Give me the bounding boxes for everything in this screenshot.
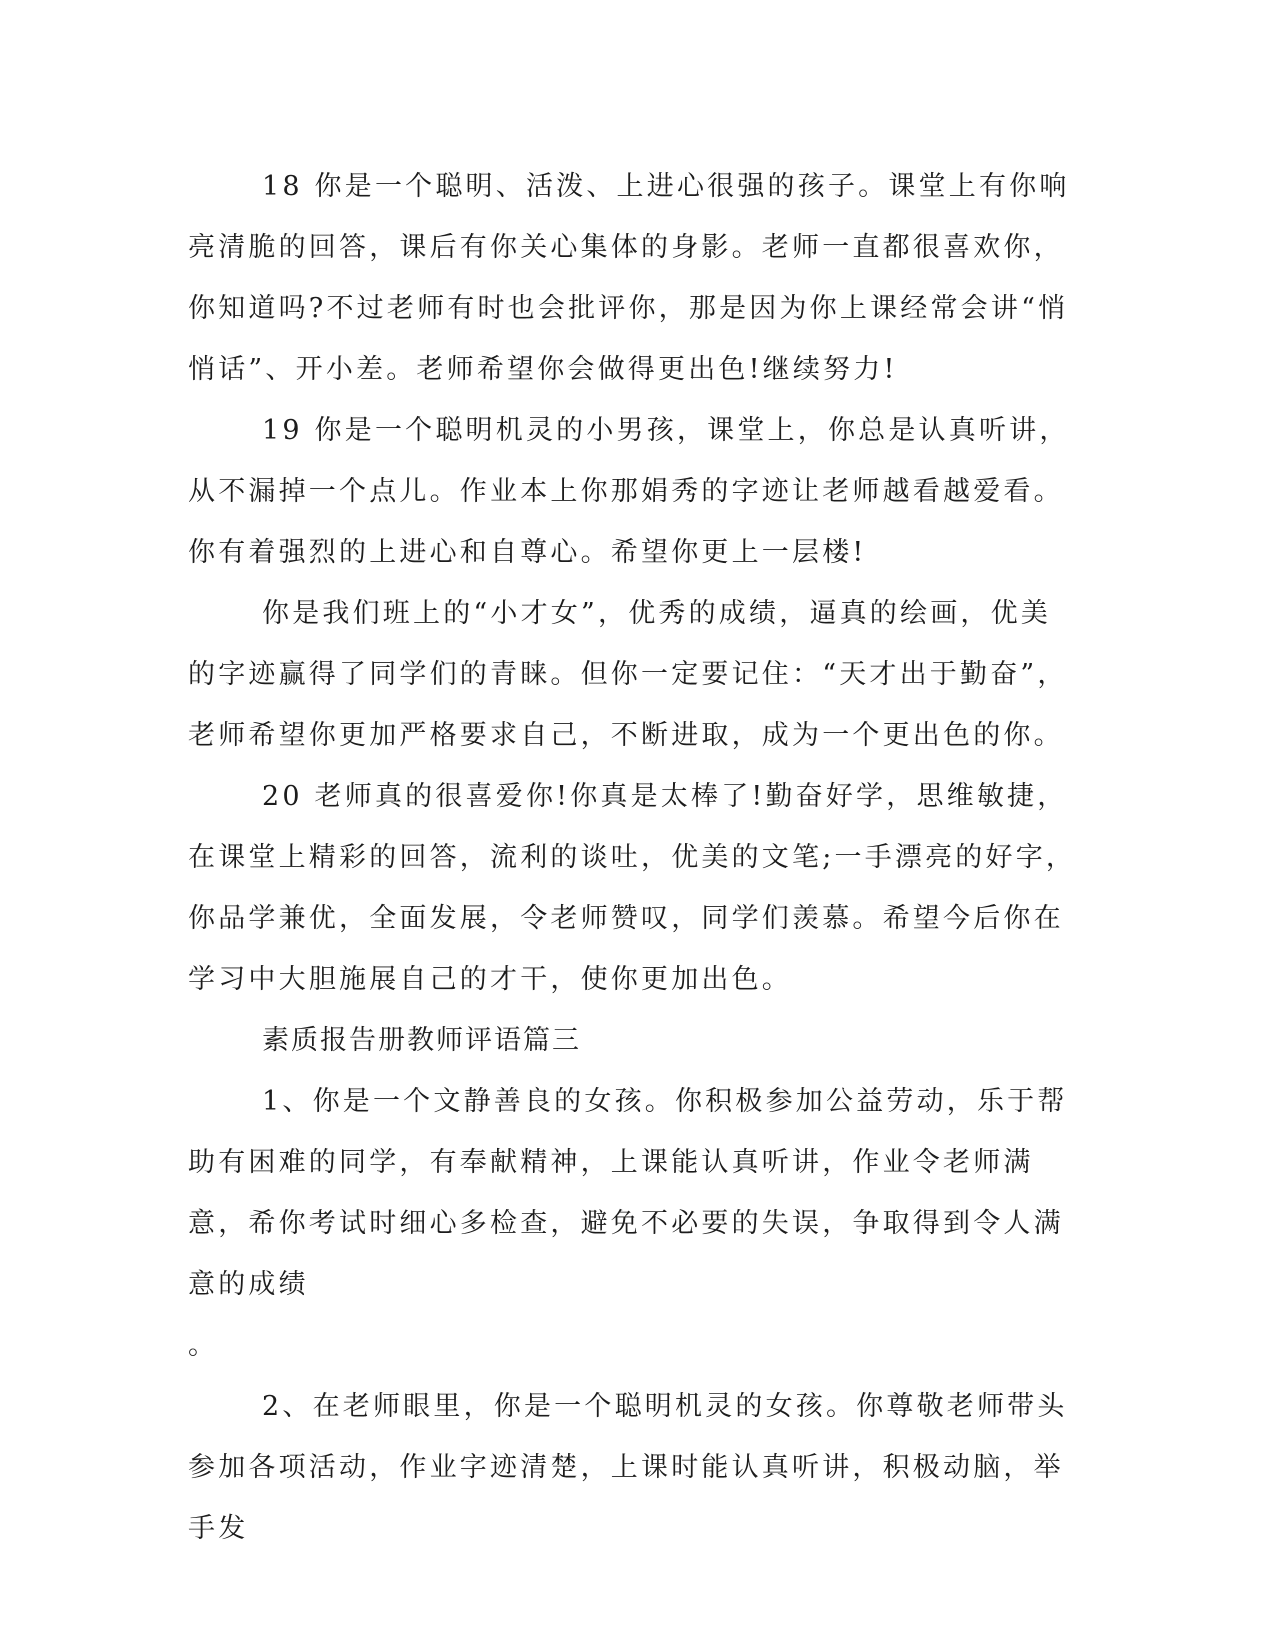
paragraph-comment-20 [188,766,1080,1010]
document-body [188,156,1080,1559]
paragraph-line: 19 你是一个聪明机灵的小男孩，课堂上，你总是认真听讲，从不 [188,415,1070,507]
paragraph-comment-talented-girl [188,583,1080,766]
paragraph-line: 兼优，全面发展，令老师赞叹，同学们羡慕。希望今后你在学习中大 [188,903,1064,995]
paragraph-line: 。 [188,1330,219,1361]
paragraph-line: 胆施展自己的才干，使你更加出色。 [308,964,793,995]
paragraph-comment-18 [188,156,1080,400]
paragraph-comment-19 [188,400,1080,583]
paragraph-line: 强烈的上进心和自尊心。希望你更上一层楼! [278,537,867,568]
paragraph-line: 漏掉一个点儿。作业本上你那娟秀的字迹让老师越看越爱看。你有着 [188,476,1064,568]
paragraph-line: 18 你是一个聪明、活泼、上进心很强的孩子。课堂上有你响亮清 [188,171,1070,263]
paragraph-line: 有困难的同学，有奉献精神，上课能认真听讲，作业令老师满意，希 [188,1147,1034,1239]
paragraph-line: 迹赢得了同学们的青睐。但你一定要记住：“天才出于勤奋”，老师希 [188,659,1068,751]
paragraph-line: 2、在老师眼里，你是一个聪明机灵的女孩。你尊敬老师带头参 [188,1391,1068,1483]
paragraph-comment-1 [188,1071,1080,1376]
paragraph-line: 脆的回答，课后有你关心集体的身影。老师一直都很喜欢你，你知道 [188,232,1064,324]
paragraph-line: 堂上精彩的回答，流利的谈吐，优美的文笔;一手漂亮的好字，你品学 [188,842,1077,934]
paragraph-comment-2 [188,1376,1080,1559]
paragraph-line: 小差。老师希望你会做得更出色!继续努力! [325,354,898,385]
paragraph-line: 加各项活动，作业字迹清楚，上课时能认真听讲，积极动脑，举手发 [188,1452,1064,1544]
paragraph-line: 20 老师真的很喜爱你!你真是太棒了!勤奋好学，思维敏捷，在课 [188,781,1068,873]
heading-text: 素质报告册教师评语篇三 [262,1025,581,1056]
section-heading [188,1010,1080,1071]
paragraph-line: 望你更加严格要求自己，不断进取，成为一个更出色的你。 [278,720,1064,751]
paragraph-line: 吗?不过老师有时也会批评你，那是因为你上课经常会讲“悄悄话”、开 [188,293,1069,385]
paragraph-line: 你是我们班上的“小才女”，优秀的成绩，逼真的绘画，优美的字 [188,598,1052,690]
paragraph-line: 你考试时细心多检查，避免不必要的失误，争取得到令人满意的成绩 [188,1208,1064,1300]
paragraph-line: 1、你是一个文静善良的女孩。你积极参加公益劳动，乐于帮助 [188,1086,1068,1178]
